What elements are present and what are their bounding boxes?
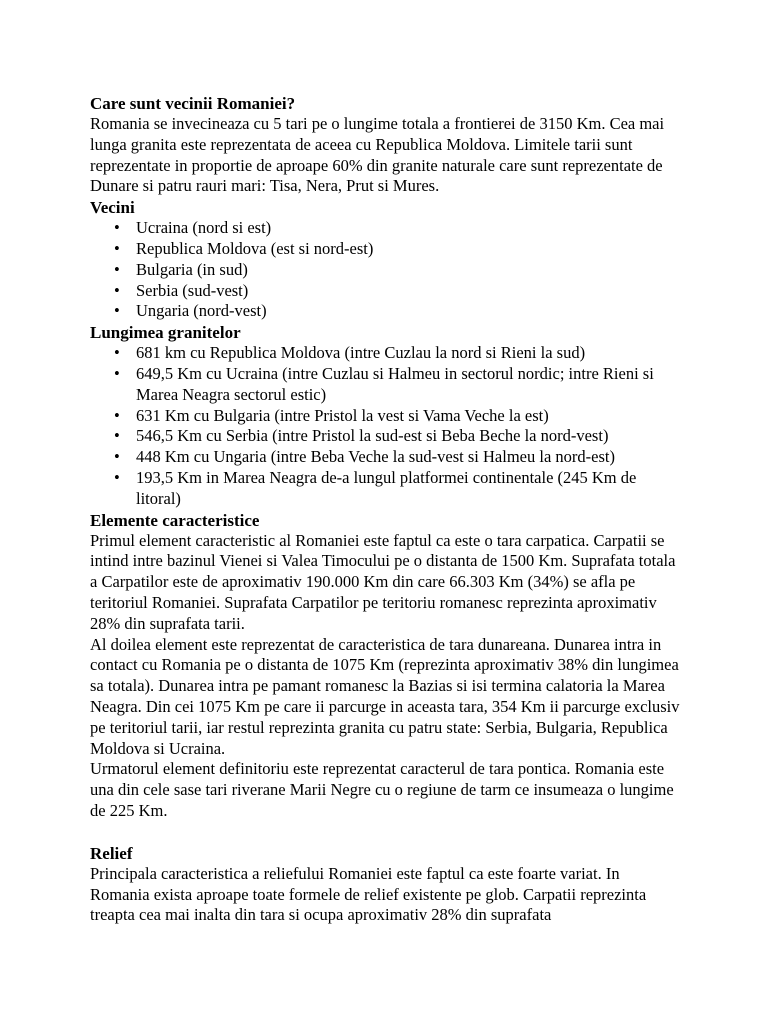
- section-heading-vecini: Vecini: [90, 198, 135, 218]
- bullet-icon: •: [114, 259, 120, 279]
- section-heading-neighbors-question: Care sunt vecinii Romaniei?: [90, 94, 296, 113]
- list-item: [90, 343, 680, 364]
- bullet-icon: •: [114, 405, 120, 425]
- list-item-text: Republica Moldova (est si nord-est): [136, 238, 374, 258]
- list-item: [90, 364, 680, 406]
- bullet-icon: •: [114, 280, 120, 300]
- intro-paragraph: Romania se invecineaza cu 5 tari pe o lungime totala a frontierei de 3150 Km. Cea mai lunga granita este reprezentata de aceea cu Republica Moldova. Limitele tarii sunt reprezentate in proportie de aproape 60% din granite naturale care sunt reprezentate de Dunare si patru rauri mari: Tisa, Nera, Prut si Mures.: [90, 114, 665, 196]
- bullet-icon: •: [114, 467, 120, 487]
- characteristics-paragraph-carpathian: Primul element caracteristic al Romaniei este faptul ca este o tara carpatica. Carpatii se intind intre bazinul Vienei si Valea Timocului pe o distanta de 1500 Km. Suprafata totala a Carpatilor este de aproximativ 190.000 Km din care 66.303 Km (34%) se afla pe teritoriul Romaniei. Suprafata Carpatilor pe teritoriu romanesc reprezinta aproximativ 28% din suprafata tarii.: [90, 530, 676, 633]
- list-item: [90, 468, 680, 510]
- paragraph-spacer: [90, 822, 680, 843]
- list-item-text: 546,5 Km cu Serbia (intre Pristol la sud-est si Beba Beche la nord-vest): [136, 426, 609, 446]
- relief-paragraph: Principala caracteristica a reliefului Romaniei este faptul ca este foarte variat. In Romania exista aproape toate formele de relief existente pe glob. Carpatii reprezinta treapta cea mai inalta din tara si ocupa aproximativ 28% din suprafata: [90, 863, 647, 925]
- list-item-text: Ucraina (nord si est): [136, 218, 272, 238]
- list-item-text: Serbia (sud-vest): [136, 280, 249, 300]
- list-item-text: 448 Km cu Ungaria (intre Beba Veche la sud-vest si Halmeu la nord-est): [136, 447, 615, 467]
- bullet-icon: •: [114, 238, 120, 258]
- list-item-text: 631 Km cu Bulgaria (intre Pristol la vest si Vama Veche la est): [136, 405, 549, 425]
- list-item-text: 193,5 Km in Marea Neagra de-a lungul platformei continentale (245 Km de litoral): [136, 467, 637, 508]
- section-heading-relief: Relief: [90, 843, 133, 863]
- bullet-icon: •: [114, 218, 120, 238]
- list-item: [90, 406, 680, 427]
- bullet-icon: •: [114, 447, 120, 467]
- list-item: [90, 426, 680, 447]
- list-item: [90, 281, 680, 302]
- list-item: [90, 239, 680, 260]
- bullet-icon: •: [114, 301, 120, 321]
- bullet-icon: •: [114, 426, 120, 446]
- document-page: [90, 93, 680, 926]
- characteristics-paragraph-pontic: Urmatorul element definitoriu este reprezentat caracterul de tara pontica. Romania este una din cele sase tari riverane Marii Negre cu o regiune de tarm ce insumeaza o lungime de 225 Km.: [90, 759, 674, 820]
- section-heading-border-lengths: Lungimea granitelor: [90, 323, 241, 343]
- list-item: [90, 260, 680, 281]
- list-item: [90, 301, 680, 322]
- list-item-text: 649,5 Km cu Ucraina (intre Cuzlau si Halmeu in sectorul nordic; intre Rieni si Marea Neagra sectorul estic): [136, 363, 654, 404]
- border-lengths-list: [90, 343, 680, 509]
- characteristics-paragraph-danube: Al doilea element este reprezentat de caracteristica de tara dunareana. Dunarea intra in contact cu Romania pe o distanta de 1075 Km (reprezinta aproximativ 38% din lungimea sa totala). Dunarea intra pe pamant romanesc la Bazias si isi termina calatoria la Marea Neagra. Din cei 1075 Km pe care ii parcurge in aceasta tara, 354 Km ii parcurge exclusiv pe teritoriul tarii, iar restul reprezinta granita cu patru state: Serbia, Bulgaria, Republica Moldova si Ucraina.: [90, 634, 680, 758]
- list-item-text: 681 km cu Republica Moldova (intre Cuzlau la nord si Rieni la sud): [136, 343, 586, 363]
- bullet-icon: •: [114, 343, 120, 363]
- list-item: [90, 447, 680, 468]
- list-item-text: Ungaria (nord-vest): [136, 301, 267, 321]
- neighbors-list: [90, 218, 680, 322]
- section-heading-characteristics: Elemente caracteristice: [90, 510, 260, 530]
- list-item: [90, 218, 680, 239]
- bullet-icon: •: [114, 363, 120, 383]
- list-item-text: Bulgaria (in sud): [136, 259, 248, 279]
